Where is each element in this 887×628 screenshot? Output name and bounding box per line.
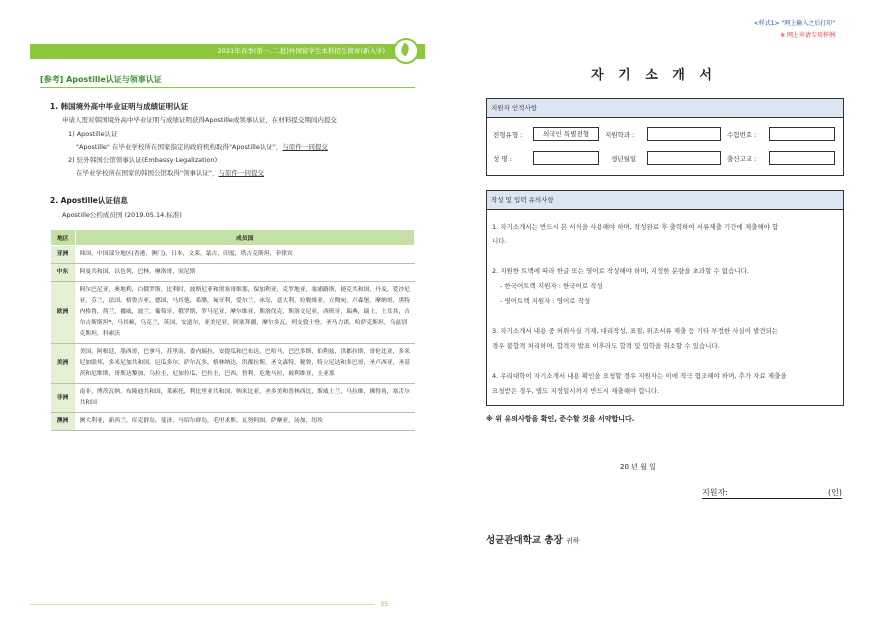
page-title: 자 기 소 개 서 bbox=[591, 68, 717, 83]
notice-2-korean: - 한국어트랙 지원자 : 한국어로 작성 bbox=[500, 282, 603, 290]
section2-title: 2. Apostille认证信息 bbox=[50, 196, 128, 205]
high-school-field[interactable] bbox=[769, 151, 835, 165]
notice-4: 4. 우리대학이 자기소개서 내용 확인을 요청할 경우 지원자는 이에 적극 협조해야 하며, 추가 자료 제출을 bbox=[492, 372, 787, 380]
region-cell: 中东 bbox=[51, 264, 76, 282]
label-type: 전형유형 : bbox=[493, 131, 523, 139]
page-number: 35 bbox=[380, 600, 389, 608]
header-region: 地区 bbox=[51, 230, 76, 246]
legalization-item: 2) 驻外韩国公馆领事认证(Embassy Legalization) bbox=[68, 156, 218, 164]
divider bbox=[40, 87, 415, 88]
applicant-signature-line[interactable] bbox=[702, 487, 842, 499]
birthdate-field[interactable] bbox=[647, 151, 721, 165]
leaf-logo-icon bbox=[393, 38, 419, 64]
table-row bbox=[51, 344, 415, 384]
region-cell: 欧洲 bbox=[51, 282, 76, 344]
admission-type-field[interactable]: 외국인 특별전형 bbox=[533, 127, 599, 141]
left-page bbox=[0, 0, 443, 628]
applicant-label: 지원자: bbox=[702, 488, 728, 497]
table-row bbox=[51, 246, 415, 264]
members-cell: 澳大利亚，新西兰，库克群岛，斐济，马绍尔群岛，毛里求斯，瓦努阿图，萨摩亚，汤加，纽埃 bbox=[75, 413, 415, 431]
applicant-info-box bbox=[486, 98, 844, 176]
addressee: 성균관대학교 총장 귀하 bbox=[486, 535, 580, 546]
header-text: 2021年春季(第一,二,批)外国留学生本科招生简章(新入学) bbox=[217, 47, 385, 55]
table-row bbox=[51, 282, 415, 344]
notice-4-cont: 요청받은 경우, 별도 지정일시까지 반드시 제출해야 합니다. bbox=[492, 387, 660, 395]
label-school: 출신고교 : bbox=[727, 155, 757, 163]
seal-mark: (인) bbox=[828, 488, 842, 497]
footer-line bbox=[30, 604, 375, 605]
table-row bbox=[51, 264, 415, 282]
table-header-row bbox=[51, 230, 415, 246]
section1-title: 1. 韩国境外高中毕业证明与成绩证明认证 bbox=[50, 102, 189, 111]
form-note: <样式1> "网上输入之后打印" bbox=[753, 20, 835, 27]
label-dept: 지원학과 : bbox=[605, 131, 635, 139]
members-cell: 阿曼共和国，以色列，巴林，摩洛哥，突尼斯 bbox=[75, 264, 415, 282]
applicant-box-title: 지원자 인적사항 bbox=[487, 99, 843, 118]
region-cell: 非洲 bbox=[51, 384, 76, 413]
region-cell: 澳洲 bbox=[51, 413, 76, 431]
notice-box-title: 작성 및 입력 유의사항 bbox=[487, 191, 843, 210]
confirmation-text: ※ 위 유의사항을 확인, 준수할 것을 서약합니다. bbox=[486, 415, 635, 423]
reference-title: [参考] Apostille认证与领事认证 bbox=[40, 75, 162, 84]
notice-3-cont: 경우 불합격 처리하며, 합격자 발표 이후라도 합격 및 입학을 취소할 수 있습니다. bbox=[492, 342, 720, 350]
header-bar bbox=[30, 44, 425, 59]
notice-2: 2. 지원한 트랙에 따라 한글 또는 영어로 작성해야 하며, 지정한 분량을 초과할 수 없습니다. bbox=[492, 267, 749, 275]
table-row bbox=[51, 413, 415, 431]
header-members: 成员国 bbox=[75, 230, 415, 246]
right-page bbox=[444, 0, 887, 628]
label-exam: 수험번호 : bbox=[727, 131, 757, 139]
members-cell: 南非，博茨瓦纳，布隆迪共和国，莱索托，利比里亚共和国，纳米比亚，圣多美和普林西比，斯威士兰，马拉维，佛得角，塞舌尔共和国 bbox=[75, 384, 415, 413]
region-cell: 亚洲 bbox=[51, 246, 76, 264]
exam-number-field[interactable] bbox=[769, 127, 835, 141]
department-field[interactable] bbox=[647, 127, 721, 141]
table-row bbox=[51, 384, 415, 413]
sample-note: ※ 网上申请专用样例 bbox=[780, 32, 835, 39]
section1-intro: 申请人需对韩国境外高中毕业证明与成绩证明获得Apostille或领事认证，在材料提交期间内提交 bbox=[62, 116, 337, 124]
members-cell: 美国，阿根廷，墨西哥，巴拿马，苏里南，委内瑞拉，安提瓜和巴布达，巴哈马，巴巴多斯，伯利兹，洪都拉斯，哥伦比亚，多米尼加联邦，多米尼加共和国，厄瓜多尔，萨尔瓦多，格林纳达，洪都拉斯，圣文森特，秘鲁，特立尼达和多巴哥，圣卢西亚，圣基茨和尼维斯，哥斯达黎加，乌拉圭，尼加拉瓜，巴拉圭，巴西，智利，危地马拉，玻利维亚，圭亚那 bbox=[75, 344, 415, 384]
legalization-desc: 在毕业学校所在国家的韩国公馆取得"领事认证"，与原件一同提交 bbox=[76, 169, 264, 177]
notice-1-cont: 니다. bbox=[492, 237, 507, 245]
apostille-members-table bbox=[50, 229, 415, 431]
members-cell: 阿尔巴尼亚，奥地利，白俄罗斯，比利时，波斯尼亚和黑塞哥维那，保加利亚，克罗地亚，塞浦路斯，捷克共和国，丹麦，爱沙尼亚，芬兰，法国，格鲁吉亚，德国，马其他，希腊，匈牙利，爱尔兰，冰岛，意大利，拉脱维亚，立陶宛，卢森堡，摩纳哥，黑特内格鲁，荷兰，挪威，波兰，葡萄牙，俄罗斯，罗马尼亚，摩尔维亚，斯洛伐克，斯洛文尼亚，西班牙，瑞典，瑞士，土耳其，吉尔吉斯斯坦*，马其顿，乌克兰，英国，安道尔，亚美尼亚，阿塞拜疆，摩尔多瓦，列支敦士登，圣马力诺，哈萨克斯坦，乌兹别克斯坦，科索沃 bbox=[75, 282, 415, 344]
notice-2-english: - 영어트랙 지원자 : 영어로 작성 bbox=[500, 297, 591, 305]
apostille-item: 1) Apostille认证 bbox=[68, 130, 118, 138]
notice-1: 1. 자기소개서는 반드시 본 서식을 사용해야 하며, 작성완료 후 출력하여 서류제출 기간에 제출해야 합 bbox=[492, 223, 779, 231]
date-line: 20 년 월 일 bbox=[620, 463, 656, 471]
label-name: 성 명 : bbox=[493, 155, 512, 163]
section2-subtitle: Apostille公约成员国 (2019.05.14.标准) bbox=[62, 211, 182, 219]
notice-3: 3. 자기소개서 내용 중 허위사실 기재, 대리작성, 표절, 위조서류 제출 등 기타 부정한 사실이 발견되는 bbox=[492, 327, 779, 335]
members-cell: 韩国，中国部分地区(香港，澳门)，日本，文莱，蒙古，印度，塔吉克斯坦，菲律宾 bbox=[75, 246, 415, 264]
region-cell: 美洲 bbox=[51, 344, 76, 384]
name-field[interactable] bbox=[533, 151, 599, 165]
label-birth: 생년월일 bbox=[611, 155, 637, 163]
apostille-desc: "Apostille" 在毕业学校所在国家指定的政府机构取得"Apostille认证"，与原件一同提交 bbox=[76, 143, 328, 151]
